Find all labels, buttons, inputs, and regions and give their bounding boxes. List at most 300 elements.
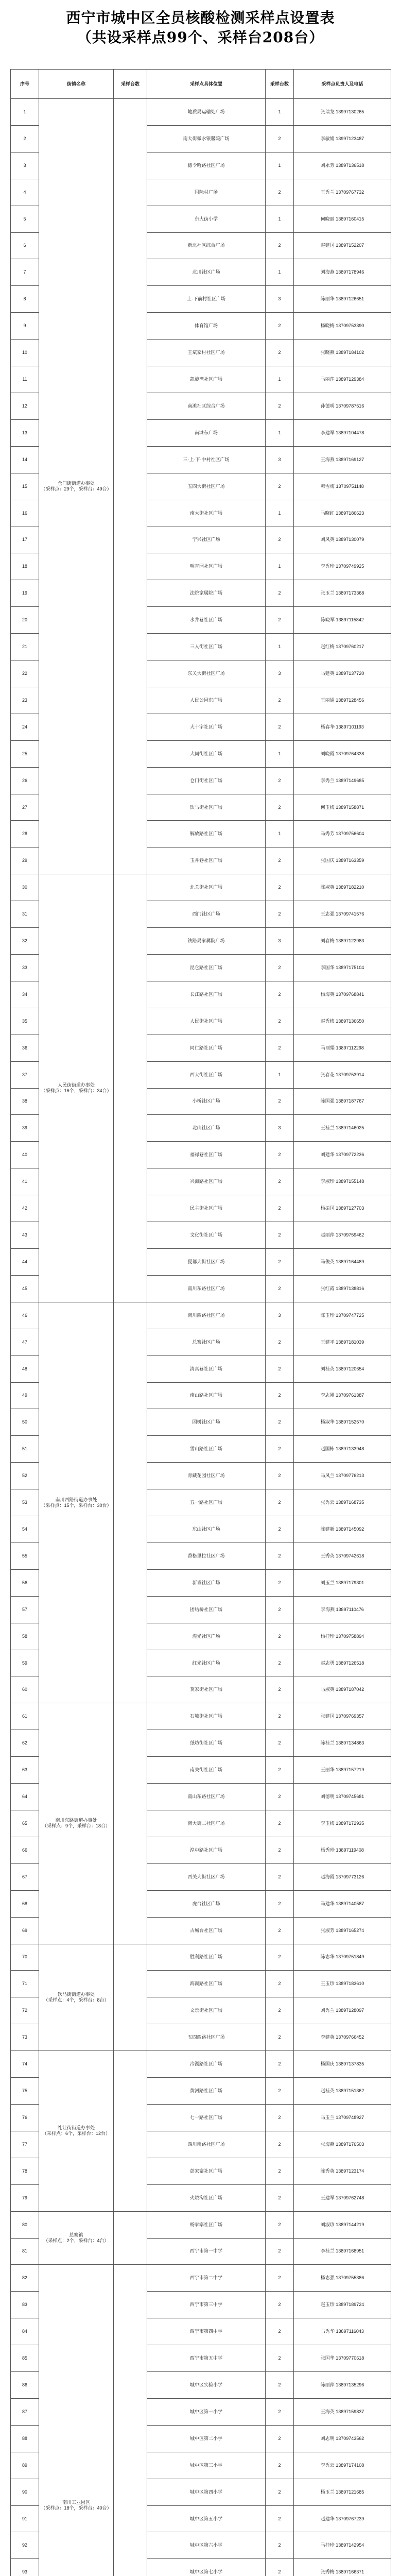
contact-person: 赵海霞 13709773126 [294, 1863, 391, 1890]
desk-count: 3 [266, 1115, 294, 1142]
contact-person: 王丽娟 13897128456 [294, 687, 391, 714]
desk-count: 2 [266, 232, 294, 259]
site-location: 宁兴社区广场 [147, 527, 266, 553]
desk-count: 1 [266, 553, 294, 580]
contact-person: 王秀英 13709742618 [294, 1543, 391, 1569]
site-location: 人民街社区广场 [147, 1008, 266, 1035]
contact-person: 王丽华 13897157219 [294, 1757, 391, 1784]
contact-person: 张春花 13709753914 [294, 1061, 391, 1088]
desk-count: 1 [266, 634, 294, 660]
desk-count: 2 [266, 125, 294, 152]
row-number: 23 [11, 687, 39, 714]
site-location: 长江路社区广场 [147, 981, 266, 1008]
contact-person: 马建华 13897140587 [294, 1890, 391, 1917]
contact-person: 王桂兰 13897146025 [294, 1115, 391, 1142]
contact-person: 杨春华 13897101193 [294, 714, 391, 740]
desk-count: 2 [266, 1944, 294, 1971]
desk-count: 2 [266, 1168, 294, 1195]
contact-person: 刘桂英 13897120654 [294, 1355, 391, 1382]
desk-count: 1 [266, 500, 294, 527]
contact-person: 李敏娟 13997123487 [294, 125, 391, 152]
contact-person: 马凤兰 13709776213 [294, 1463, 391, 1489]
row-number: 42 [11, 1195, 39, 1222]
desk-count: 1 [266, 419, 294, 446]
district-name: 人民街街道办事处 [57, 1082, 95, 1088]
row-number: 36 [11, 1035, 39, 1061]
row-number: 8 [11, 286, 39, 313]
site-location: 西宁市第五中学 [147, 2345, 266, 2372]
row-number: 29 [11, 848, 39, 874]
row-number: 32 [11, 928, 39, 955]
contact-person: 李志刚 13709761387 [294, 1382, 391, 1409]
desk-count: 2 [266, 714, 294, 740]
contact-person: 陈丽萍 13897135296 [294, 2372, 391, 2399]
contact-person: 马晓红 13897186623 [294, 500, 391, 527]
site-location: 凯旋湾社区广场 [147, 366, 266, 393]
contact-person: 杨国庆 13897137835 [294, 2051, 391, 2078]
desk-count: 2 [266, 1837, 294, 1863]
desk-count: 2 [266, 2425, 294, 2452]
table-header-row [11, 70, 391, 99]
district-name: 总寨镇 [69, 2232, 83, 2238]
row-number: 73 [11, 2024, 39, 2051]
row-number: 87 [11, 2398, 39, 2425]
desk-count: 2 [266, 1355, 294, 1382]
site-location: 城中区第三小学 [147, 2452, 266, 2479]
site-location: 西宁市第三中学 [147, 2292, 266, 2318]
contact-person: 赵桂英 13897151362 [294, 2078, 391, 2105]
desk-count: 2 [266, 1222, 294, 1249]
contact-person: 杨桂珍 13709758894 [294, 1623, 391, 1650]
row-number: 56 [11, 1569, 39, 1596]
site-location: 大同街社区广场 [147, 740, 266, 767]
desk-count: 2 [266, 1623, 294, 1650]
contact-person: 张晓燕 13897184102 [294, 340, 391, 366]
site-location: 北关街社区广场 [147, 874, 266, 901]
table-row [11, 2051, 391, 2078]
row-number: 53 [11, 1489, 39, 1516]
site-location: 五四大街社区广场 [147, 473, 266, 500]
desk-count: 2 [266, 580, 294, 607]
row-number: 49 [11, 1382, 39, 1409]
contact-person: 陈国强 13897187767 [294, 1088, 391, 1115]
row-number: 74 [11, 2051, 39, 2078]
desk-count: 2 [266, 2532, 294, 2559]
row-number: 45 [11, 1275, 39, 1302]
desk-count: 2 [266, 1569, 294, 1596]
contact-person: 张国庆 13897163359 [294, 848, 391, 874]
row-number: 40 [11, 1142, 39, 1168]
contact-person: 马秀芳 13709756604 [294, 821, 391, 848]
site-location: 青藏花园社区广场 [147, 1463, 266, 1489]
desk-count: 2 [266, 1489, 294, 1516]
contact-person: 李秀云 13897174108 [294, 2452, 391, 2479]
row-number: 37 [11, 1061, 39, 1088]
desk-count: 2 [266, 527, 294, 553]
desk-count: 2 [266, 767, 294, 794]
contact-person: 陈志华 13709751849 [294, 1944, 391, 1971]
row-number: 67 [11, 1863, 39, 1890]
site-location: 东关大街社区广场 [147, 660, 266, 687]
row-number: 14 [11, 446, 39, 473]
district-cell [39, 99, 114, 874]
district-desks-cell [114, 874, 147, 1302]
contact-person: 刘春梅 13897122983 [294, 928, 391, 955]
site-location: 新青社区广场 [147, 1569, 266, 1596]
contact-person: 刘秀兰 13897128097 [294, 1997, 391, 2024]
district-desks-cell [114, 2265, 147, 2576]
row-number: 76 [11, 2104, 39, 2131]
contact-person: 刘海燕 13897178946 [294, 259, 391, 286]
site-location: 城中区第四小学 [147, 2479, 266, 2505]
site-location: 人民公园东广场 [147, 687, 266, 714]
contact-person: 何玉梅 13897158871 [294, 794, 391, 821]
site-location: 明杏园社区广场 [147, 553, 266, 580]
contact-person: 张瑞龙 13997130265 [294, 99, 391, 126]
district-cell [39, 874, 114, 1302]
desk-count: 2 [266, 2211, 294, 2238]
row-number: 72 [11, 1997, 39, 2024]
contact-person: 马丽萍 13897129384 [294, 366, 391, 393]
row-number: 28 [11, 821, 39, 848]
site-location: 西关大街社区广场 [147, 1863, 266, 1890]
row-number: 75 [11, 2078, 39, 2105]
table-row [11, 1703, 391, 1730]
row-number: 20 [11, 607, 39, 634]
row-number: 22 [11, 660, 39, 687]
desk-count: 2 [266, 2318, 294, 2345]
row-number: 11 [11, 366, 39, 393]
contact-person: 马建英 13897137720 [294, 660, 391, 687]
row-number: 9 [11, 313, 39, 340]
row-number: 59 [11, 1650, 39, 1676]
table-row [11, 2211, 391, 2238]
header-district-desks: 采样台数 [114, 70, 147, 99]
district-desks-cell [114, 2051, 147, 2211]
contact-person: 陈玉珍 13709747725 [294, 1302, 391, 1329]
row-number: 34 [11, 981, 39, 1008]
desk-count: 2 [266, 340, 294, 366]
district-name: 礼让街街道办事处 [57, 2125, 95, 2131]
site-location: 雪山路社区广场 [147, 1436, 266, 1463]
site-location: 城中区第一小学 [147, 2398, 266, 2425]
desk-count: 2 [266, 874, 294, 901]
desk-count: 2 [266, 1409, 294, 1436]
desk-count: 2 [266, 2051, 294, 2078]
table-row [11, 99, 391, 126]
desk-count: 2 [266, 794, 294, 821]
site-location: 解放路社区广场 [147, 821, 266, 848]
row-number: 10 [11, 340, 39, 366]
contact-person: 马俊英 13897164489 [294, 1248, 391, 1275]
contact-person: 张红霞 13897138816 [294, 1275, 391, 1302]
document-header [10, 0, 391, 69]
district-cell [39, 2211, 114, 2265]
site-location: 昆仑路社区广场 [147, 955, 266, 981]
row-number: 83 [11, 2292, 39, 2318]
contact-person: 陈桂兰 13897134863 [294, 1730, 391, 1757]
site-location: 水井巷社区广场 [147, 607, 266, 634]
row-number: 43 [11, 1222, 39, 1249]
desk-count: 2 [266, 1195, 294, 1222]
desk-count: 2 [266, 2372, 294, 2399]
desk-count: 1 [266, 821, 294, 848]
row-number: 18 [11, 553, 39, 580]
row-number: 7 [11, 259, 39, 286]
desk-count: 2 [266, 2131, 294, 2158]
desk-count: 3 [266, 286, 294, 313]
desk-count: 1 [266, 152, 294, 179]
site-location: 东大街小学 [147, 206, 266, 232]
site-location: 清真巷社区广场 [147, 1355, 266, 1382]
table-row [11, 2265, 391, 2292]
row-number: 54 [11, 1516, 39, 1543]
contact-person: 刘淑珍 13897144219 [294, 2211, 391, 2238]
desk-count: 1 [266, 206, 294, 232]
contact-person: 赵秀梅 13897136650 [294, 1008, 391, 1035]
desk-count: 2 [266, 1676, 294, 1703]
row-number: 58 [11, 1623, 39, 1650]
desk-count: 2 [266, 2184, 294, 2211]
row-number: 39 [11, 1115, 39, 1142]
contact-person: 赵志勇 13897126518 [294, 1650, 391, 1676]
row-number: 21 [11, 634, 39, 660]
site-location: 文景街社区广场 [147, 1997, 266, 2024]
site-location: 小桥社区广场 [147, 1088, 266, 1115]
contact-person: 杨海英 13709768841 [294, 981, 391, 1008]
desk-count: 1 [266, 366, 294, 393]
contact-person: 张海燕 13897176503 [294, 2131, 391, 2158]
document-subtitle: （共设采样点99个、采样台208台） [77, 29, 324, 46]
contact-person: 杨晓梅 13709753390 [294, 313, 391, 340]
site-location: 文化街社区广场 [147, 1222, 266, 1249]
desk-count: 2 [266, 1543, 294, 1569]
site-location: 南大街二社区广场 [147, 1810, 266, 1837]
row-number: 79 [11, 2184, 39, 2211]
contact-person: 张秀梅 13897166371 [294, 2559, 391, 2576]
table-body [11, 99, 391, 2576]
contact-person: 刘德明 13709745681 [294, 1784, 391, 1810]
district-note: （采样点：15个，采样台：30台） [41, 1502, 112, 1508]
site-location: 三人街社区广场 [147, 634, 266, 660]
district-note: （采样点：18个，采样台：40台） [41, 2505, 112, 2511]
sampling-sites-table [10, 69, 391, 2576]
row-number: 93 [11, 2559, 39, 2576]
site-location: 南山东路社区广场 [147, 1784, 266, 1810]
contact-person: 陈晓军 13897115842 [294, 607, 391, 634]
desk-count: 2 [266, 2398, 294, 2425]
row-number: 15 [11, 473, 39, 500]
desk-count: 2 [266, 1730, 294, 1757]
desk-count: 2 [266, 2479, 294, 2505]
row-number: 5 [11, 206, 39, 232]
contact-person: 李建军 13897104478 [294, 419, 391, 446]
contact-person: 陈淑英 13897182210 [294, 874, 391, 901]
header-district: 街镇名称 [39, 70, 114, 99]
contact-person: 王建平 13897181039 [294, 1329, 391, 1355]
desk-count: 2 [266, 687, 294, 714]
district-name: 南川东路街道办事处 [55, 1818, 97, 1823]
row-number: 84 [11, 2318, 39, 2345]
site-location: 兴海路社区广场 [147, 1168, 266, 1195]
row-number: 91 [11, 2505, 39, 2532]
header-desks: 采样台数 [266, 70, 294, 99]
district-cell [39, 1302, 114, 1703]
desk-count: 1 [266, 99, 294, 126]
district-note: （采样点：29个，采样台：49台） [41, 486, 112, 492]
desk-count: 2 [266, 981, 294, 1008]
row-number: 70 [11, 1944, 39, 1971]
contact-person: 赵玉珍 13897189724 [294, 2292, 391, 2318]
contact-person: 孙德明 13709787516 [294, 393, 391, 419]
contact-person: 刘永芳 13897136518 [294, 152, 391, 179]
site-location: 西门社区广场 [147, 901, 266, 928]
desk-count: 2 [266, 1757, 294, 1784]
site-location: 西川南路社区广场 [147, 2131, 266, 2158]
desk-count: 3 [266, 660, 294, 687]
desk-count: 2 [266, 2559, 294, 2576]
desk-count: 2 [266, 1382, 294, 1409]
site-location: 南滩社区综合广场 [147, 393, 266, 419]
row-number: 66 [11, 1837, 39, 1863]
row-number: 12 [11, 393, 39, 419]
row-number: 38 [11, 1088, 39, 1115]
row-number: 77 [11, 2131, 39, 2158]
district-note: （采样点：6个，采样台：12台） [42, 2131, 111, 2137]
desk-count: 2 [266, 1008, 294, 1035]
site-location: 福禄巷社区广场 [147, 1142, 266, 1168]
row-number: 80 [11, 2211, 39, 2238]
site-location: 南大街社区广场 [147, 500, 266, 527]
desk-count: 2 [266, 2452, 294, 2479]
contact-person: 李淑珍 13897155148 [294, 1168, 391, 1195]
district-desks-cell [114, 2211, 147, 2265]
site-location: 彭家寨社区广场 [147, 2158, 266, 2184]
desk-count: 2 [266, 1863, 294, 1890]
desk-count: 2 [266, 1436, 294, 1463]
site-location: 北川社区广场 [147, 259, 266, 286]
contact-person: 赵红梅 13709760217 [294, 634, 391, 660]
district-name: 饮马街街道办事处 [57, 1991, 95, 1997]
site-location: 莫家街社区广场 [147, 1676, 266, 1703]
row-number: 60 [11, 1676, 39, 1703]
desk-count: 2 [266, 1784, 294, 1810]
row-number: 47 [11, 1329, 39, 1355]
desk-count: 3 [266, 446, 294, 473]
district-name: 仓门街街道办事处 [57, 481, 95, 486]
contact-person: 杨振国 13897127703 [294, 1195, 391, 1222]
site-location: 法院家属院广场 [147, 580, 266, 607]
desk-count: 2 [266, 2265, 294, 2292]
document-title: 西宁市城中区全员核酸检测采样点设置表 [66, 9, 335, 26]
contact-person: 马桂珍 13897142954 [294, 2532, 391, 2559]
contact-person: 刘玉兰 13897179301 [294, 1569, 391, 1596]
row-number: 48 [11, 1355, 39, 1382]
district-desks-cell [114, 1302, 147, 1703]
contact-person: 张秀云 13897168735 [294, 1489, 391, 1516]
site-location: 德令哈路社区广场 [147, 152, 266, 179]
contact-person: 赵建华 13709767239 [294, 2505, 391, 2532]
contact-person: 王建军 13709762748 [294, 2184, 391, 2211]
row-number: 51 [11, 1436, 39, 1463]
desk-count: 2 [266, 1971, 294, 1997]
site-location: 王斌家村社区广场 [147, 340, 266, 366]
row-number: 1 [11, 99, 39, 126]
row-number: 88 [11, 2425, 39, 2452]
site-location: 上·下前村社区广场 [147, 286, 266, 313]
row-number: 61 [11, 1703, 39, 1730]
desk-count: 2 [266, 848, 294, 874]
row-number: 63 [11, 1757, 39, 1784]
row-number: 46 [11, 1302, 39, 1329]
contact-person: 刘建华 13709772236 [294, 1142, 391, 1168]
contact-person: 李海燕 13897110476 [294, 1596, 391, 1623]
desk-count: 2 [266, 955, 294, 981]
contact-person: 赵建国 13897152207 [294, 232, 391, 259]
desk-count: 2 [266, 1703, 294, 1730]
row-number: 92 [11, 2532, 39, 2559]
row-number: 27 [11, 794, 39, 821]
row-number: 17 [11, 527, 39, 553]
site-location: 城中区第二小学 [147, 2425, 266, 2452]
site-location: 铁路局家属院广场 [147, 928, 266, 955]
contact-person: 王玉珍 13897183610 [294, 1971, 391, 1997]
site-location: 地质局运输处广场 [147, 99, 266, 126]
desk-count: 2 [266, 1088, 294, 1115]
contact-person: 何晓丽 13897160415 [294, 206, 391, 232]
header-site: 采样点具体位置 [147, 70, 266, 99]
site-location: 饮马街社区广场 [147, 794, 266, 821]
desk-count: 2 [266, 1142, 294, 1168]
contact-person: 刘志明 13709743562 [294, 2425, 391, 2452]
contact-person: 王海燕 13897169127 [294, 446, 391, 473]
site-location: 玉井巷社区广场 [147, 848, 266, 874]
site-location: 南滩东广场 [147, 419, 266, 446]
row-number: 82 [11, 2265, 39, 2292]
row-number: 52 [11, 1463, 39, 1489]
table-row [11, 874, 391, 901]
row-number: 25 [11, 740, 39, 767]
row-number: 4 [11, 179, 39, 206]
desk-count: 3 [266, 1302, 294, 1329]
row-number: 65 [11, 1810, 39, 1837]
contact-person: 张玉兰 13897173368 [294, 580, 391, 607]
site-location: 园树社区广场 [147, 1409, 266, 1436]
district-cell [39, 2265, 114, 2576]
row-number: 6 [11, 232, 39, 259]
site-location: 北山社区广场 [147, 1115, 266, 1142]
district-note: （采样点：16个，采样台：34台） [41, 1088, 112, 1094]
desk-count: 2 [266, 2158, 294, 2184]
desk-count: 2 [266, 179, 294, 206]
contact-person: 刘凤英 13897130079 [294, 527, 391, 553]
desk-count: 3 [266, 928, 294, 955]
desk-count: 2 [266, 901, 294, 928]
district-cell [39, 1944, 114, 2051]
desk-count: 2 [266, 2292, 294, 2318]
site-location: 胜利路社区广场 [147, 1944, 266, 1971]
site-location: 体育馆广场 [147, 313, 266, 340]
header-contact: 采样点负责人及电话 [294, 70, 391, 99]
desk-count: 2 [266, 1329, 294, 1355]
desk-count: 2 [266, 2024, 294, 2051]
site-location: 民主街社区广场 [147, 1195, 266, 1222]
row-number: 81 [11, 2238, 39, 2265]
site-location: 西宁市第一中学 [147, 2238, 266, 2265]
site-location: 杨家寨社区广场 [147, 2211, 266, 2238]
site-location: 湟光社区广场 [147, 1623, 266, 1650]
contact-person: 刘晓霞 13709764338 [294, 740, 391, 767]
